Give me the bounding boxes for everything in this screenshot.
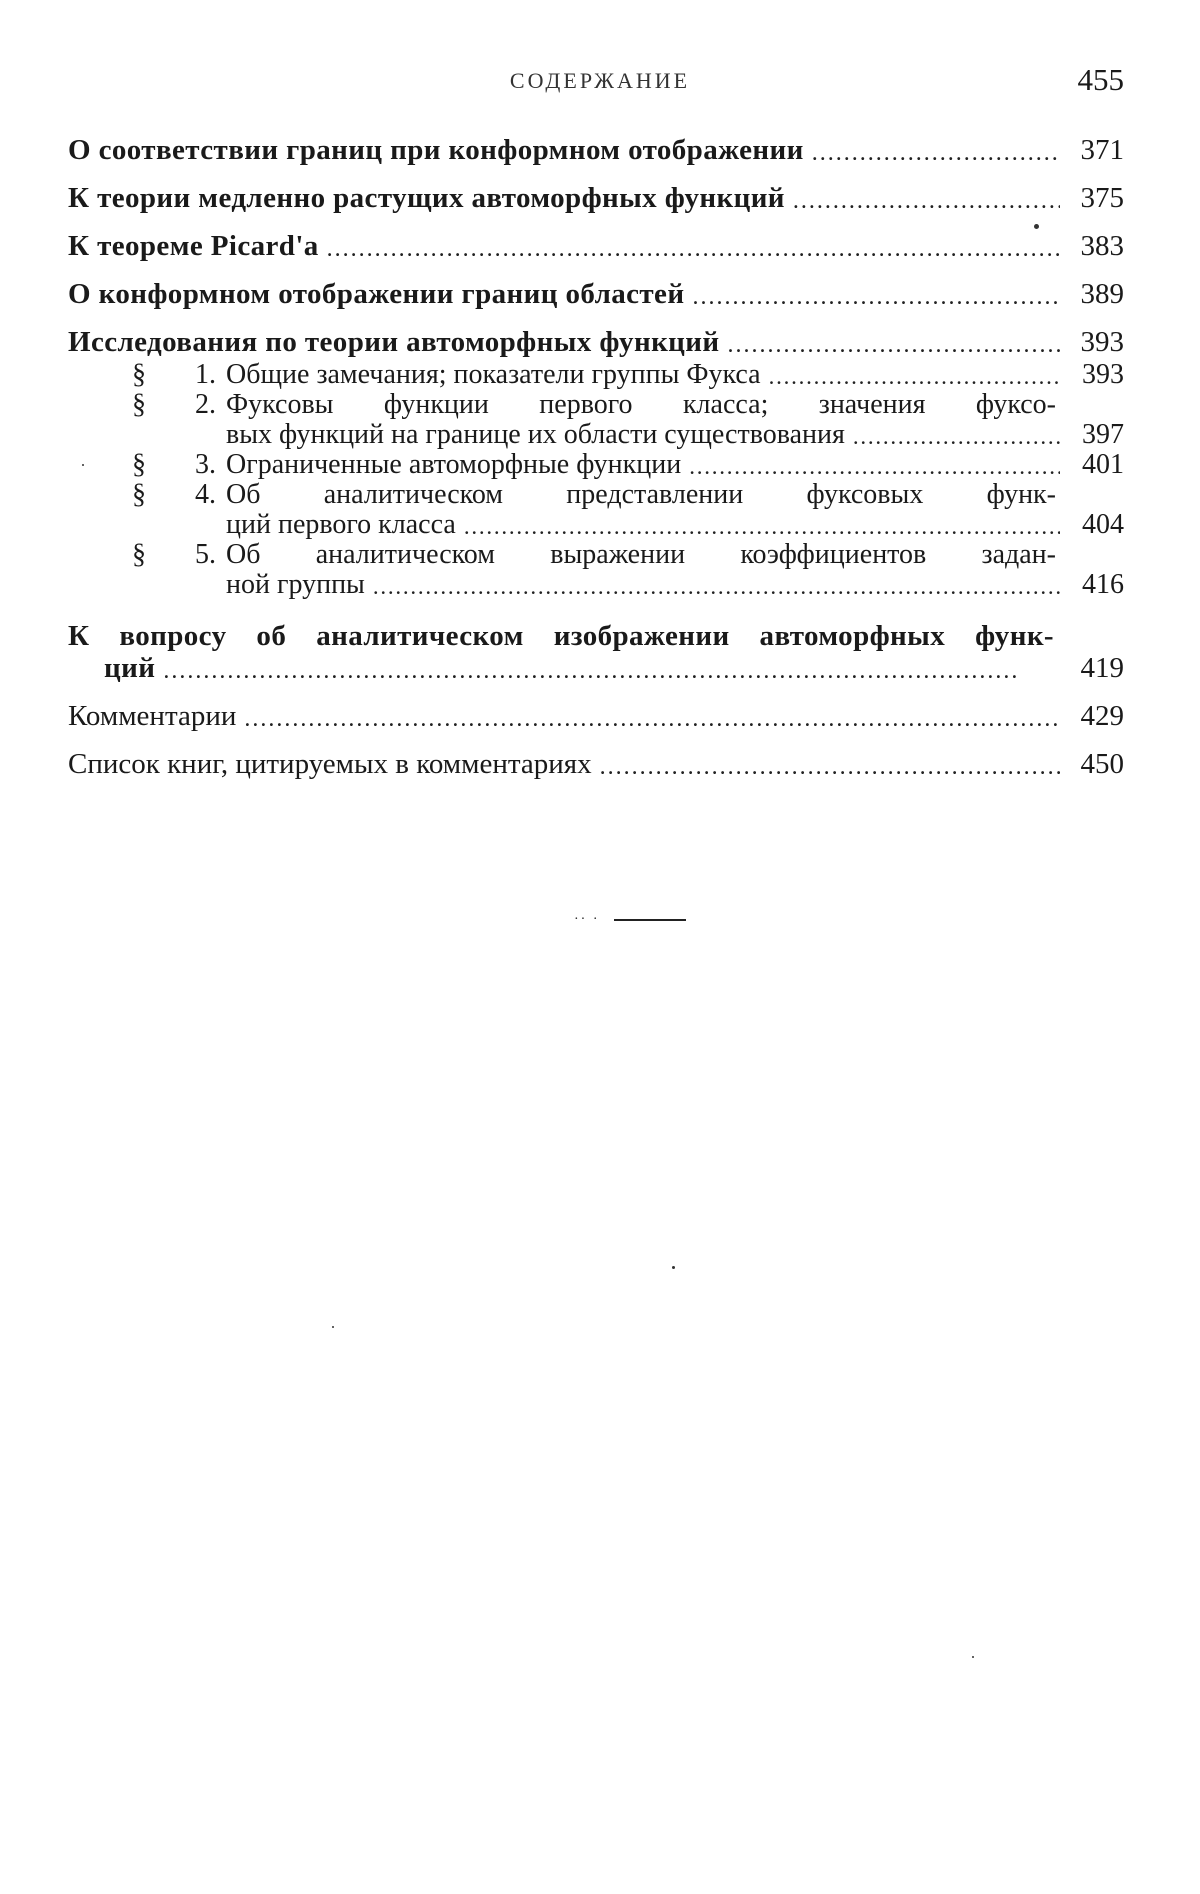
scan-speck: [972, 1656, 974, 1658]
toc-entry-page: 375: [1080, 182, 1124, 214]
dot-leader: [163, 652, 1060, 684]
dot-leader: [793, 182, 1060, 214]
toc-entry-title: К теореме Picard'а: [68, 230, 319, 262]
end-rule-dots: ·· ·: [574, 912, 600, 927]
toc-entry-title: Исследования по теории автоморфных функций: [68, 326, 720, 358]
subsection-page: 397: [1082, 419, 1124, 450]
subsection-entry: [132, 360, 1124, 390]
toc-entry: [68, 326, 1124, 358]
toc-entry: [68, 748, 1124, 780]
subsection-list: [132, 360, 1124, 600]
toc-entry-page: 389: [1080, 278, 1124, 310]
subsection-title: Ограниченные автоморфные функции: [226, 449, 682, 480]
subsection-title-line: Об аналитическом выражении коэффициентов задан-: [226, 539, 1056, 570]
subsection-entry: [132, 480, 1124, 540]
dot-leader: [728, 326, 1060, 358]
subsection-page: 416: [1082, 569, 1124, 600]
toc-entry-page: 371: [1080, 134, 1124, 166]
toc-entry-title: К теории медленно растущих автоморфных функций: [68, 182, 785, 214]
subsection-title: Общие замечания; показатели группы Фукса: [226, 359, 761, 390]
dot-leader: [769, 358, 1060, 390]
subsection-title-line: Об аналитическом представлении фуксовых функ-: [226, 479, 1056, 510]
toc-entry: [68, 700, 1124, 732]
section-number: 2.: [195, 389, 216, 420]
toc-entry: [68, 230, 1124, 262]
scan-speck: [82, 464, 84, 466]
dot-leader: [853, 418, 1060, 450]
toc-entry-page: 419: [1080, 652, 1124, 684]
toc-entry-title: Комментарии: [68, 700, 237, 732]
section-number: 3.: [195, 449, 216, 480]
toc-entry-title: О соответствии границ при конформном отображении: [68, 134, 804, 166]
dot-leader: [244, 700, 1060, 732]
toc-entry-page: 450: [1080, 748, 1124, 780]
dot-leader: [327, 230, 1060, 262]
subsection-entry: [132, 450, 1124, 480]
toc-entry-title: Список книг, цитируемых в комментариях: [68, 748, 592, 780]
dot-leader: [689, 448, 1060, 480]
end-rule: [0, 912, 1200, 927]
toc-entry-title: ций: [104, 652, 156, 684]
running-head: [0, 62, 1200, 102]
toc-entry-title: О конформном отображении границ областей: [68, 278, 685, 310]
dot-leader: [373, 568, 1060, 600]
subsection-page: 393: [1082, 359, 1124, 390]
dot-leader: [812, 134, 1060, 166]
subsection-title: ций первого класса: [226, 509, 456, 540]
toc-entry-title-line: К вопросу об аналитическом изображении автоморфных функ-: [68, 620, 1054, 652]
toc-entry-wrapped: [68, 620, 1124, 684]
dot-leader: [464, 508, 1060, 540]
subsection-title-line: Фуксовы функции первого класса; значения фуксо-: [226, 389, 1056, 420]
section-sign: §: [132, 479, 146, 510]
scan-speck: [1034, 224, 1039, 229]
subsection-page: 404: [1082, 509, 1124, 540]
section-sign: §: [132, 449, 146, 480]
toc-entry-page: 429: [1080, 700, 1124, 732]
page-number: 455: [1077, 62, 1124, 97]
dot-leader: [692, 278, 1060, 310]
subsection-entry: [132, 390, 1124, 450]
section-sign: §: [132, 389, 146, 420]
toc-entry-page: 393: [1080, 326, 1124, 358]
toc-entry: [68, 278, 1124, 310]
section-number: 1.: [195, 359, 216, 390]
subsection-title: ной группы: [226, 569, 365, 600]
section-number: 5.: [195, 539, 216, 570]
scan-speck: [332, 1326, 334, 1328]
dot-leader: [600, 748, 1060, 780]
toc-entry: [68, 182, 1124, 214]
section-sign: §: [132, 539, 146, 570]
running-title: СОДЕРЖАНИЕ: [509, 68, 691, 93]
table-of-contents: [68, 134, 1124, 796]
toc-entry: [68, 134, 1124, 166]
subsection-entry: [132, 540, 1124, 600]
toc-entry-page: 383: [1080, 230, 1124, 262]
section-sign: §: [132, 359, 146, 390]
end-rule-bar: [614, 919, 686, 921]
subsection-page: 401: [1082, 449, 1124, 480]
scan-speck: [672, 1266, 675, 1269]
subsection-title: вых функций на границе их области существования: [226, 419, 845, 450]
section-number: 4.: [195, 479, 216, 510]
